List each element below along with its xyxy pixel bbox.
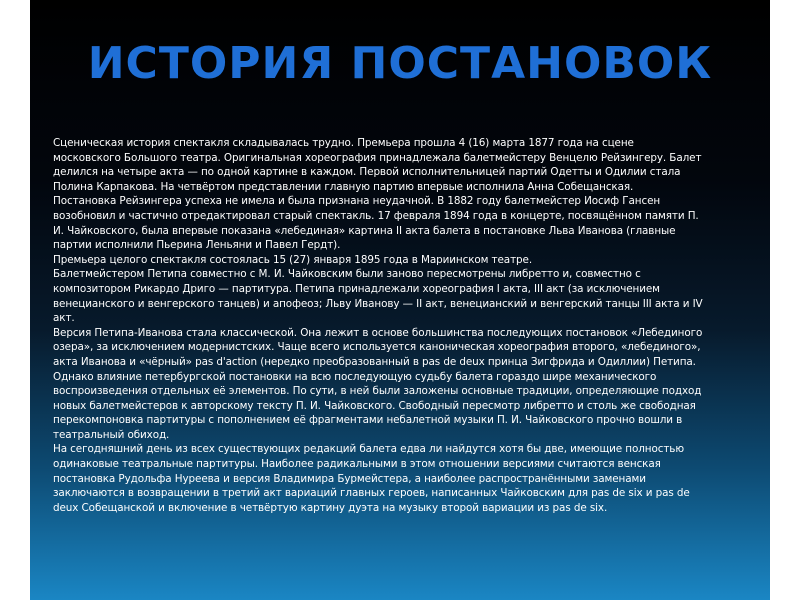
paragraph: Балетмейстером Петипа совместно с М. И. Чайковским были заново пересмотрены либретто и, совместно с композитором Рикардо Дриго — партитура. Петипа принадлежали хореография I акта, III акт (за исключением венецианского и венгерского танцев) и апофеоз; Льву Иванову — II акт, венецианский и венгерский танцы III акта и IV акт.: [53, 268, 703, 325]
slide-body: [53, 136, 703, 515]
slide-title: ИСТОРИЯ ПОСТАНОВОК: [87, 38, 713, 89]
paragraph: Премьера целого спектакля состоялась 15 (27) января 1895 года в Мариинском театре.: [53, 253, 533, 266]
paragraph: На сегодняшний день из всех существующих редакций балета едва ли найдутся хотя бы две, имеющие полностью одинаковые театральные партитуры. Наиболее радикальными в этом отношении версиями считаются венская постановка Рудольфа Нуреева и версия Владимира Бурмейстера, а наиболее распространёнными заменами заключаются в возвращении в третий акт вариаций главных героев, написанных Чайковским для pas de six и pas de deux Собещанской и включение в четвёртую картину дуэта на музыку второй вариации из pas de six.: [53, 443, 690, 514]
slide: [30, 0, 770, 600]
paragraph: Сценическая история спектакля складывалась трудно. Премьера прошла 4 (16) марта 1877 года на сцене московского Большого театра. Оригинальная хореография принадлежала балетмейстеру Венцелю Рейзингеру. Балет делился на четыре акта — по одной картине в каждом. Первой исполнительницей партий Одетты и Одилии стала Полина Карпакова. На четвёртом представлении главную партию впервые исполнила Анна Собещанская.: [53, 137, 702, 193]
paragraph: Версия Петипа-Иванова стала классической. Она лежит в основе большинства последующих постановок «Лебединого озера», за исключением модернистских. Чаще всего используется каноническая хореография второго, «лебединого», акта Иванова и «чёрный» pas d'action (нередко преобразованный в pas de deux принца Зигфрида и Одиллии) Петипа. Однако влияние петербургской постановки на всю последующую судьбу балета гораздо шире механического воспроизведения отдельных её элементов. По сути, в ней были заложены основные традиции, определяющие подход новых балетмейстеров к авторскому тексту П. И. Чайковского. Свободный пересмотр либретто и столь же свободная перекомпоновка партитуры с пополнением её фрагментами небалетной музыки П. И. Чайковского прочно вошли в театральный обиход.: [53, 326, 703, 441]
paragraph: Постановка Рейзингера успеха не имела и была признана неудачной. В 1882 году балетмейстер Иосиф Гансен возобновил и частично отредактировал старый спектакль. 17 февраля 1894 года в концерте, посвящённом памяти П. И. Чайковского, была впервые показана «лебединая» картина II акта балета в постановке Льва Иванова (главные партии исполнили Пьерина Леньяни и Павел Гердт).: [53, 195, 699, 252]
